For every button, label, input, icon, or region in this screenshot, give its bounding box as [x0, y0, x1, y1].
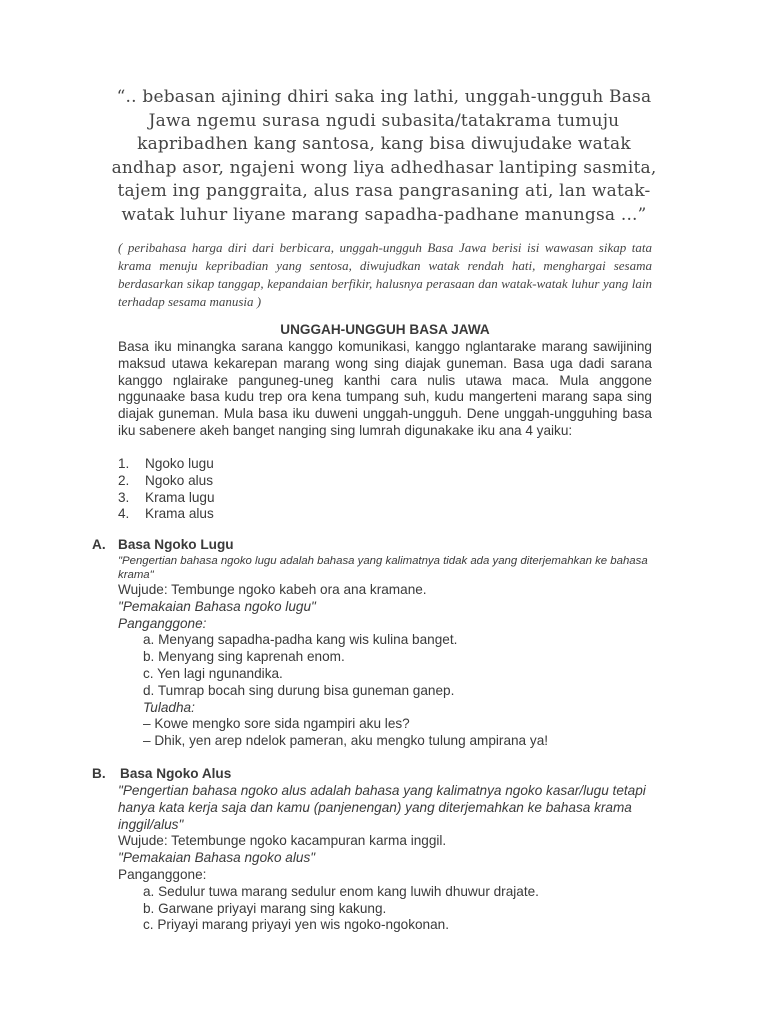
list-label: Krama alus — [145, 506, 214, 522]
section-a-usage-title: "Pemakaian Bahasa ngoko lugu" — [118, 598, 316, 614]
list-label: Ngoko lugu — [145, 456, 214, 471]
section-b-body — [118, 783, 652, 934]
example-item: – Kowe mengko sore sida ngampiri aku les? — [143, 716, 410, 732]
speech-levels-list — [118, 456, 215, 523]
usage-item: a. Sedulur tuwa marang sedulur enom kang luwih dhuwur drajate. — [143, 883, 539, 899]
usage-item: b. Menyang sing kaprenah enom. — [143, 649, 345, 665]
usage-item: c. Yen lagi ngunandika. — [143, 665, 283, 681]
section-title-text: Basa Ngoko Lugu — [118, 537, 234, 552]
intro-paragraph: Basa iku minangka sarana kanggo komunikasi, kanggo nglantarake marang sawijining maksud utawa kekarepan marang wong sing diajak guneman. Basa uga dadi sarana kanggo nglairake panguneg-uneg kanthi cara nulis utawa maca. Mula anggone nggunaake basa kudu trep ora kena tumpang suh, kudu mangerteni marang sapa sing diajak guneman. Mula basa iku duweni unggah-ungguh. Dene unggah-ungguhing basa iku sabenere akeh banget nanging sing lumrah digunakake iku ana 4 yaiku: — [118, 339, 652, 438]
section-title-text: Basa Ngoko Alus — [120, 766, 232, 781]
list-number: 2. — [118, 472, 130, 488]
list-label: Ngoko alus — [145, 472, 214, 488]
section-b-panganggone: Panganggone: — [118, 866, 207, 882]
quote-line: Jawa ngemu surasa ngudi subasita/tatakrama tumuju — [148, 110, 620, 131]
page-title: UNGGAH-UNGGUH BASA JAWA — [280, 322, 490, 337]
quote-translation: ( peribahasa harga diri dari berbicara, unggah-ungguh Basa Jawa berisi isi wawasan sikap tata krama menuju kepribadian yang sentosa, diwujudkan watak rendah hati, menghargai sesama berdasarkan sikap tanggap, kepandaian berfikir, halusnya perasaan dan watak-watak luhur yang lain terhadap sesama manusia ) — [118, 240, 652, 309]
section-a-wujude: Wujude: Tembunge ngoko kabeh ora ana kramane. — [118, 582, 427, 597]
list-item — [118, 506, 215, 523]
list-number: 1. — [118, 456, 130, 471]
usage-item: b. Garwane priyayi marang sing kakung. — [143, 900, 387, 916]
javanese-quote — [110, 86, 658, 227]
list-number: 3. — [118, 489, 130, 505]
usage-item: c. Priyayi marang priyayi yen wis ngoko-ngokonan. — [143, 917, 450, 933]
section-b-usage-title: "Pemakaian Bahasa ngoko alus" — [118, 850, 316, 866]
section-b-wujude: Wujude: Tetembunge ngoko kacampuran karma inggil. — [118, 833, 447, 849]
usage-item: d. Tumrap bocah sing durung bisa guneman ganep. — [143, 682, 455, 698]
quote-line: andhap asor, ngajeni wong liya adhedhasar lantiping sasmita, — [111, 157, 657, 178]
section-a-panganggone: Panganggone: — [118, 615, 207, 631]
section-a-title — [92, 537, 234, 554]
usage-item: a. Menyang sapadha-padha kang wis kulina banget. — [143, 632, 458, 648]
list-number: 4. — [118, 506, 130, 522]
list-item — [118, 490, 215, 507]
quote-line: “.. bebasan ajining dhiri saka ing lathi, unggah-ungguh Basa — [116, 87, 652, 107]
list-item — [118, 473, 215, 490]
example-item: – Dhik, yen arep ndelok pameran, aku mengko tulung ampirana ya! — [143, 733, 549, 749]
list-item — [118, 456, 215, 473]
section-letter: A. — [92, 537, 106, 552]
list-label: Krama lugu — [145, 489, 215, 505]
section-a-tuladha: Tuladha: — [143, 699, 195, 715]
section-b-definition: "Pengertian bahasa ngoko alus adalah bahasa yang kalimatnya ngoko kasar/lugu tetapi hanya kata kerja saja dan kamu (panjenengan) yang diterjemahkan ke bahasa krama inggil/alus" — [118, 783, 646, 832]
section-b-title — [92, 766, 231, 783]
quote-line: kapribadhen kang santosa, kang bisa diwujudake watak — [137, 134, 631, 154]
section-a-definition: "Pengertian bahasa ngoko lugu adalah bahasa yang kalimatnya tidak ada yang diterjemahkan ke bahasa krama" — [118, 555, 648, 581]
quote-line: tajem ing panggraita, alus rasa pangrasaning ati, lan watak- — [117, 181, 651, 201]
quote-line: watak luhur liyane marang sapadha-padhane manungsa ...” — [121, 204, 647, 225]
section-a-body — [118, 554, 652, 750]
section-letter: B. — [92, 766, 106, 781]
